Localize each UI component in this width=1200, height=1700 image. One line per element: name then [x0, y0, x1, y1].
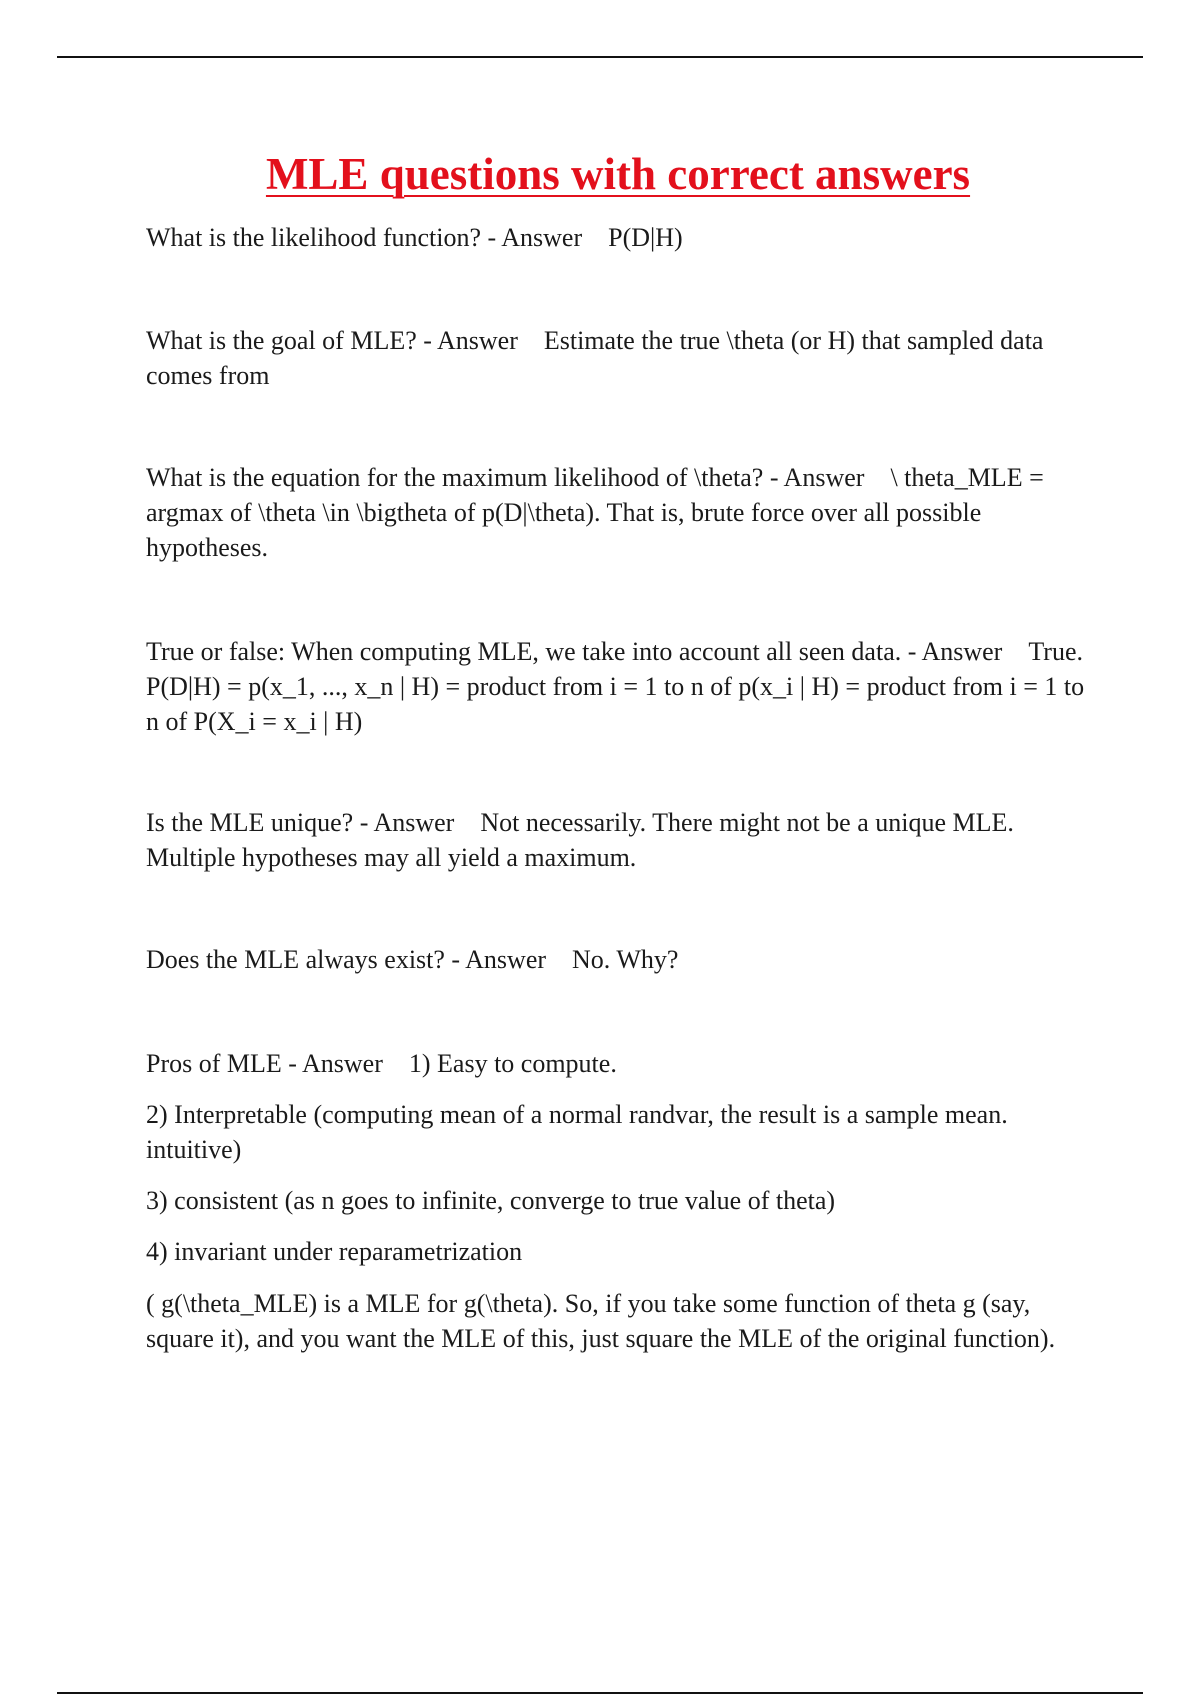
- qa-item-3: [146, 460, 1086, 565]
- answer-continuation-line: 2) Interpretable (computing mean of a normal randvar, the result is a sample mean. intuitive): [146, 1100, 1008, 1164]
- question-text: Does the MLE always exist? - Answer: [146, 945, 547, 974]
- answer-text: Estimate the true \theta (or H) that sampled data comes from: [146, 326, 1044, 390]
- answer-text: No. Why?: [572, 945, 679, 974]
- qa-item-6: [146, 942, 1086, 977]
- answer-continuation-line: 3) consistent (as n goes to infinite, converge to true value of theta): [146, 1186, 836, 1215]
- question-text: True or false: When computing MLE, we take into account all seen data. - Answer: [146, 637, 1003, 666]
- question-text: Is the MLE unique? - Answer: [146, 808, 455, 837]
- answer-text: True. P(D|H) = p(x_1, ..., x_n | H) = product from i = 1 to n of p(x_i | H) = product from i = 1 to n of P(X_i = x_i | H): [146, 637, 1085, 736]
- top-rule: [57, 56, 1143, 58]
- answer-continuation-line: ( g(\theta_MLE) is a MLE for g(\theta). So, if you take some function of theta g (say, square it), and you want the MLE of this, just square the MLE of the original function).: [146, 1289, 1056, 1353]
- answer-text: Not necessarily. There might not be a unique MLE. Multiple hypotheses may all yield a maximum.: [146, 808, 1014, 872]
- document-title: MLE questions with correct answers: [265, 149, 971, 199]
- question-text: What is the equation for the maximum likelihood of \theta? - Answer: [146, 463, 865, 492]
- qa-item-5: [146, 805, 1086, 875]
- bottom-rule: [57, 1692, 1143, 1694]
- qa-item-4: [146, 634, 1086, 739]
- qa-item-7: [146, 1046, 1086, 1081]
- qa-item-2: [146, 323, 1086, 393]
- question-text: What is the goal of MLE? - Answer: [146, 326, 518, 355]
- answer-text: 1) Easy to compute.: [408, 1049, 617, 1078]
- question-text: Pros of MLE - Answer: [146, 1049, 383, 1078]
- answer-text: P(D|H): [608, 223, 683, 252]
- question-text: What is the likelihood function? - Answer: [146, 223, 583, 252]
- qa-item-1: [146, 220, 1086, 255]
- answer-text: \ theta_MLE = argmax of \theta \in \bigtheta of p(D|\theta). That is, brute force over all possible hypotheses.: [146, 463, 1044, 562]
- answer-continuation-line: 4) invariant under reparametrization: [146, 1237, 523, 1266]
